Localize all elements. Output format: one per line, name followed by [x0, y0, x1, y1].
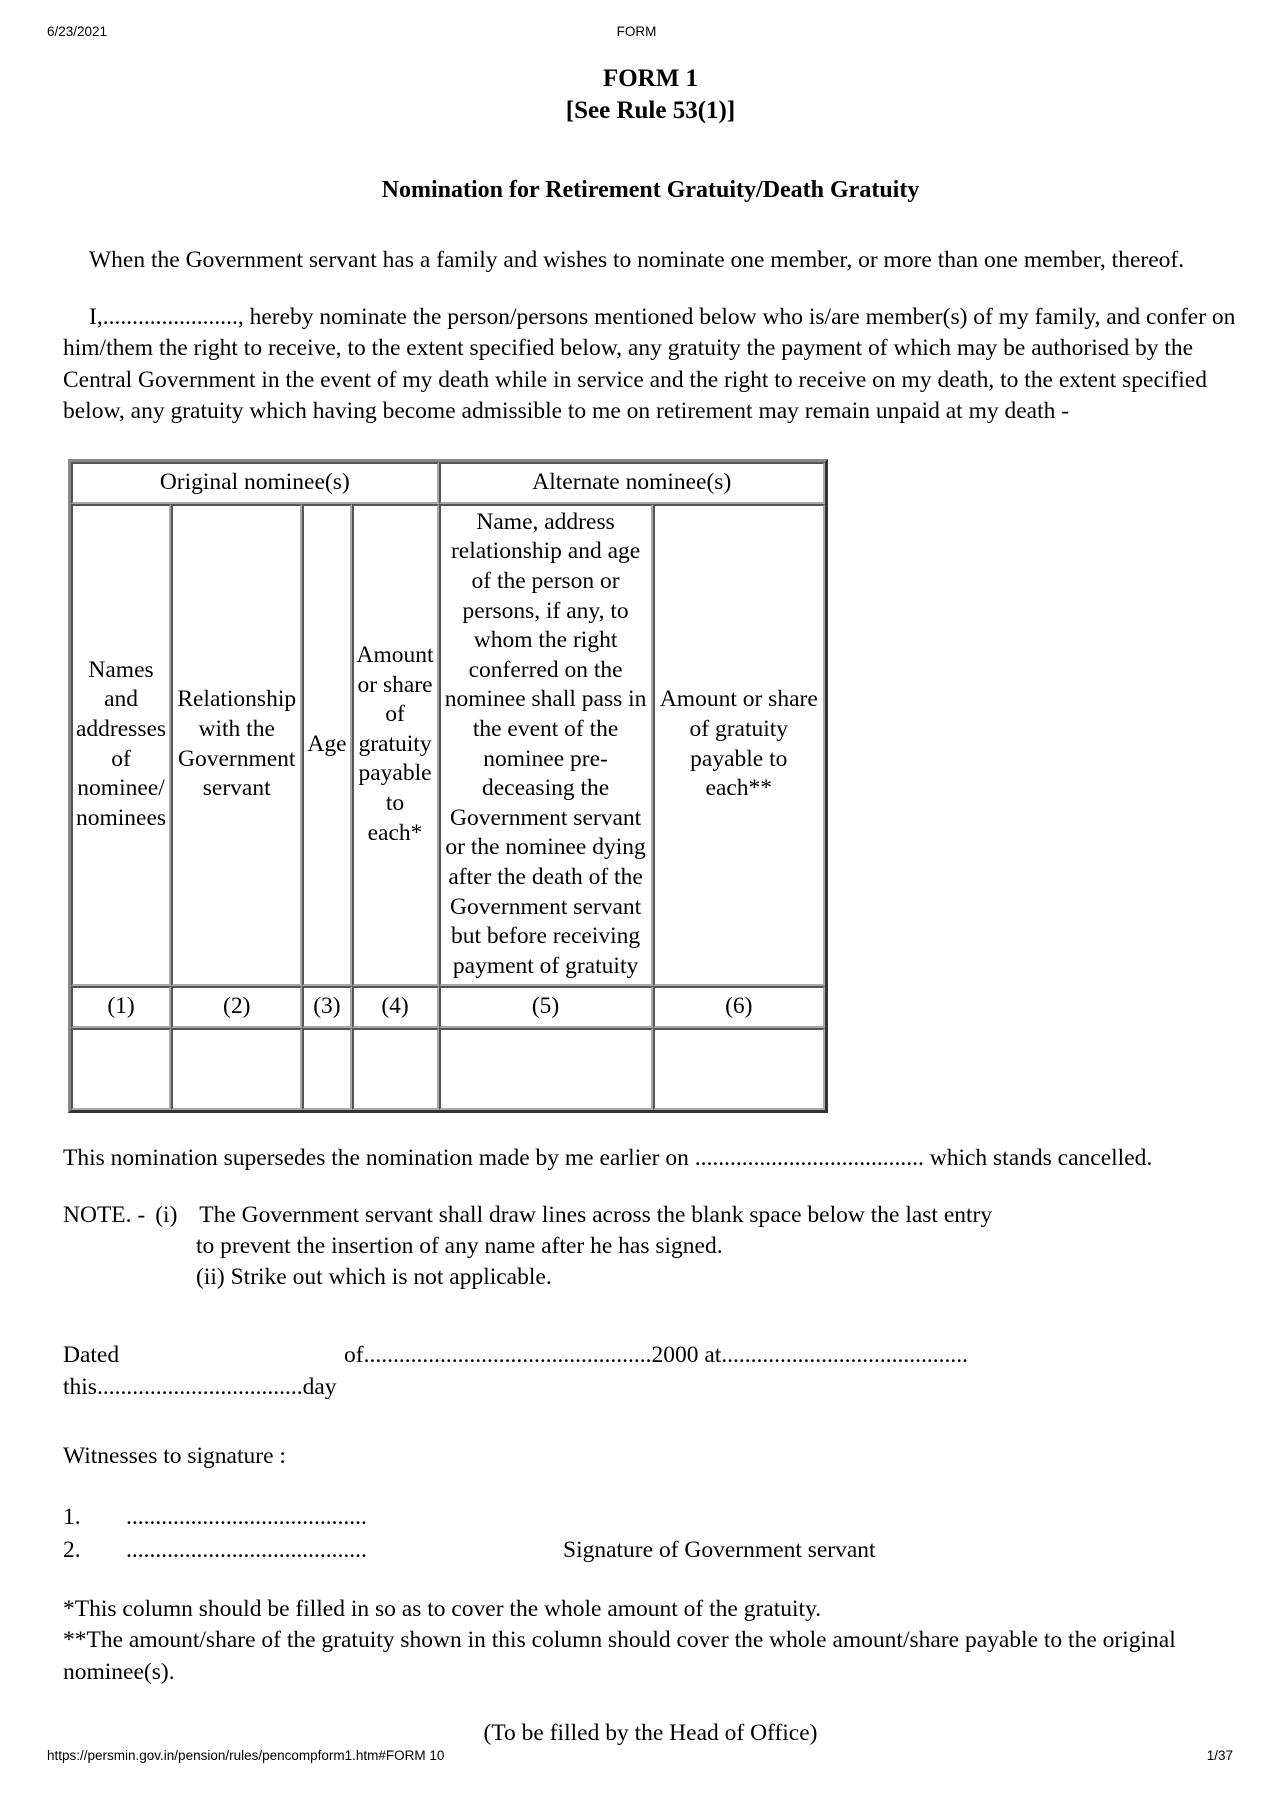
- dated-of-field[interactable]: of.................................................2000 at..........................................: [344, 1341, 969, 1368]
- form-number: FORM 1: [602, 65, 699, 92]
- print-footer-url: https://persmin.gov.in/pension/rules/pencompform1.htm#FORM 10: [47, 1748, 445, 1763]
- note-text-ii: Strike out which is not applicable.: [230, 1264, 552, 1291]
- witness-number-1: 1.: [63, 1504, 81, 1531]
- witness-row-1: [63, 1502, 1238, 1535]
- column-header-age: Age: [302, 504, 351, 986]
- table-cell-alternate-amount[interactable]: [653, 1028, 825, 1110]
- column-header-amount-share: Amount or share of gratuity payable to each*: [352, 504, 439, 986]
- note-block: [63, 1200, 1238, 1294]
- column-header-relationship: Relationship with the Government servant: [171, 504, 302, 986]
- note-marker-i: (i): [155, 1201, 178, 1228]
- table-row: [71, 1028, 825, 1110]
- witness-block: [63, 1441, 1238, 1568]
- note-marker-ii: (ii): [196, 1264, 225, 1291]
- note-item-ii: [63, 1262, 1238, 1293]
- head-of-office-note: (To be filled by the Head of Office): [483, 1719, 818, 1746]
- group-header-alternate: Alternate nominee(s): [439, 462, 825, 504]
- print-footer-page-number: 1/37: [1206, 1748, 1233, 1763]
- footnote-single-star: *This column should be filled in so as to cover the whole amount of the gratuity.: [63, 1596, 822, 1623]
- note-item-i: [63, 1200, 1238, 1231]
- note-text-i: The Government servant shall draw lines across the blank space below the last entry: [199, 1201, 993, 1228]
- table-cell-alternate-details[interactable]: [439, 1028, 653, 1110]
- print-header-date: 6/23/2021: [47, 24, 108, 39]
- note-label: NOTE. -: [63, 1201, 146, 1228]
- witness-line-1[interactable]: .........................................: [126, 1504, 367, 1531]
- dated-line: [63, 1340, 1238, 1372]
- supersede-paragraph: This nomination supersedes the nomination made by me earlier on ....................................... which stands cancelled.: [63, 1144, 1153, 1171]
- form-subtitle: Nomination for Retirement Gratuity/Death Gratuity: [381, 177, 920, 203]
- document-content: [63, 55, 1238, 1749]
- declaration-paragraph: I,......................., hereby nominate the person/persons mentioned below who is/are member(s) of my family, and confer on him/them the right to receive, to the extent specified below, any gratuity the payment of which may be authorised by the Central Government in the event of my death while in service and the right to receive on my death, to the extent specified below, any gratuity which having become admissible to me on retirement may remain unpaid at my death -: [63, 304, 1236, 424]
- table-group-header-row: [71, 462, 825, 504]
- column-number-5: (5): [439, 986, 653, 1028]
- witness-row-2: [63, 1535, 1238, 1568]
- witness-number-2: 2.: [63, 1537, 81, 1564]
- column-header-names-addresses: Names and addresses of nominee/ nominees: [71, 504, 171, 986]
- nominee-table: [68, 459, 828, 1112]
- table-column-header-row: [71, 504, 825, 986]
- table-cell-names[interactable]: [71, 1028, 171, 1110]
- column-number-1: (1): [71, 986, 171, 1028]
- dated-label: Dated: [63, 1341, 120, 1368]
- footnote-double-star: **The amount/share of the gratuity shown in this column should cover the whole amount/share payable to the original nominee(s).: [63, 1627, 1176, 1685]
- footnote-block: [63, 1594, 1238, 1688]
- table-cell-amount[interactable]: [352, 1028, 439, 1110]
- dated-block: [63, 1340, 1238, 1403]
- print-footer: [0, 1748, 1273, 1768]
- witness-line-2[interactable]: .........................................: [126, 1537, 367, 1564]
- intro-paragraph: When the Government servant has a family and wishes to nominate one member, or more than one member, thereof.: [89, 246, 1185, 273]
- column-number-4: (4): [352, 986, 439, 1028]
- print-header-title: FORM: [616, 24, 657, 39]
- column-number-2: (2): [171, 986, 302, 1028]
- group-header-original: Original nominee(s): [71, 462, 439, 504]
- table-cell-relationship[interactable]: [171, 1028, 302, 1110]
- column-header-alternate-details: Name, address relationship and age of the person or persons, if any, to whom the right conferred on the nominee shall pass in the event of the nominee pre-deceasing the Government servant or the nominee dying after the death of the Government servant but before receiving payment of gratuity: [439, 504, 653, 986]
- signature-of-government-servant-label: Signature of Government servant: [563, 1537, 876, 1564]
- dated-this-field[interactable]: this...................................day: [63, 1373, 337, 1400]
- form-title-block: [63, 63, 1238, 127]
- nominee-table-wrap: [68, 459, 1238, 1112]
- note-continuation-i: to prevent the insertion of any name after he has signed.: [196, 1233, 723, 1260]
- column-header-alternate-amount: Amount or share of gratuity payable to each**: [653, 504, 825, 986]
- column-number-3: (3): [302, 986, 351, 1028]
- rule-reference: [See Rule 53(1)]: [565, 97, 736, 124]
- table-column-number-row: [71, 986, 825, 1028]
- witness-heading: Witnesses to signature :: [63, 1442, 286, 1469]
- print-header: [0, 24, 1273, 44]
- table-cell-age[interactable]: [302, 1028, 351, 1110]
- column-number-6: (6): [653, 986, 825, 1028]
